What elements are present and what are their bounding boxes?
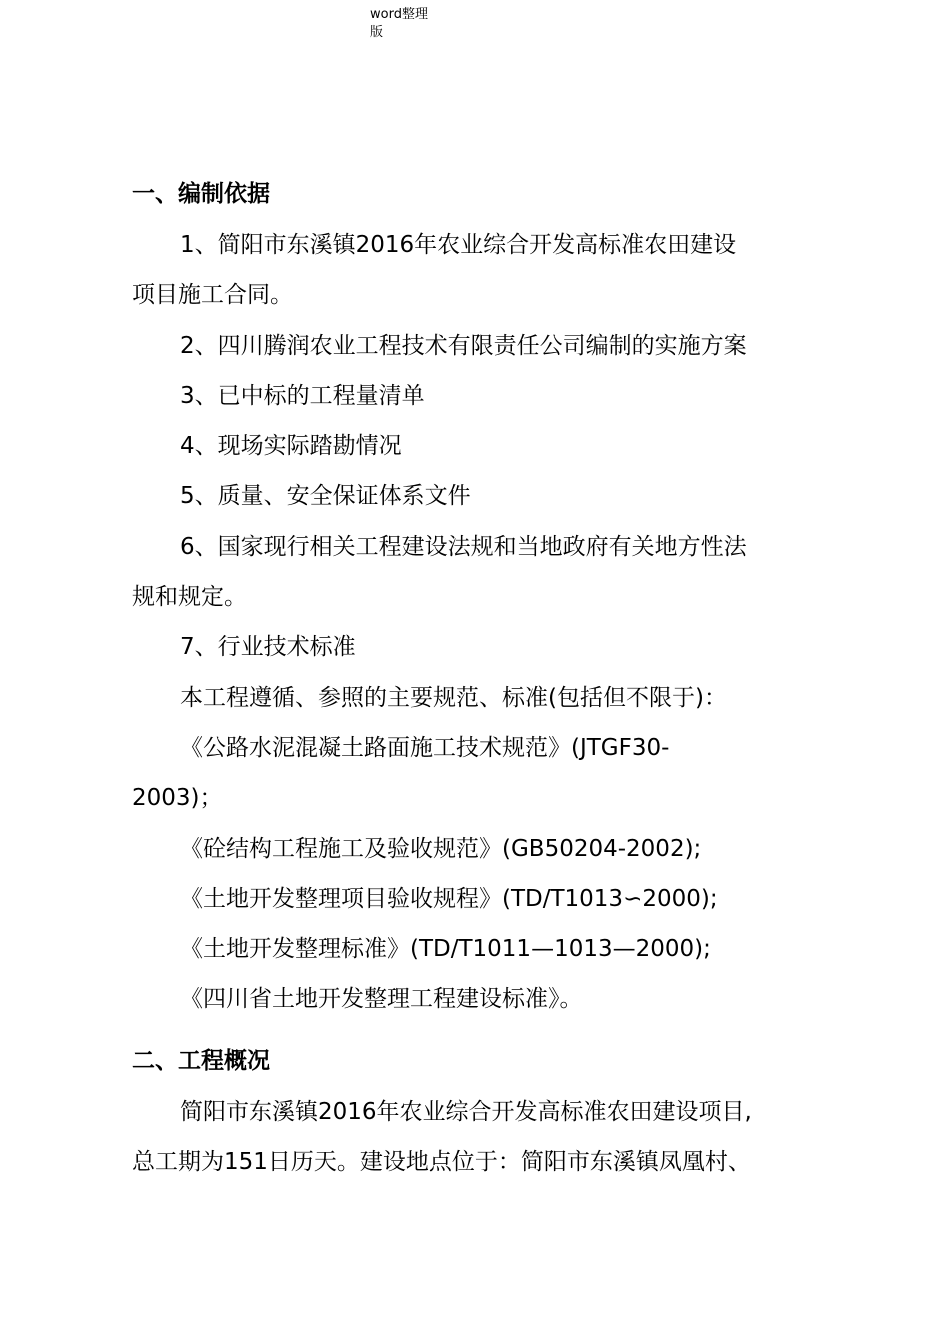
- paragraph-line: 《土地开发整理标准》(TD/T1011—1013—2000);: [180, 936, 711, 963]
- header-note-line: 版: [370, 25, 384, 40]
- paragraph-line: 本工程遵循、参照的主要规范、标准(包括但不限于)：: [180, 684, 727, 711]
- paragraph-line: 2003)；: [132, 785, 223, 812]
- header-note-line: word整理: [370, 7, 428, 22]
- paragraph-line: 简阳市东溪镇2016年农业综合开发高标准农田建设项目,: [180, 1098, 752, 1125]
- paragraph-line: 5、质量、安全保证体系文件: [180, 483, 471, 510]
- paragraph-line: 《砼结构工程施工及验收规范》(GB50204-2002);: [180, 835, 702, 862]
- paragraph-line: 2、四川腾润农业工程技术有限责任公司编制的实施方案: [180, 332, 747, 359]
- paragraph-line: 项目施工合同。: [132, 282, 293, 309]
- paragraph-line: 《公路水泥混凝土路面施工技术规范》(JTGF30-: [180, 734, 670, 761]
- section-content: [132, 1087, 822, 1188]
- paragraph-line: 6、国家现行相关工程建设法规和当地政府有关地方性法: [180, 533, 747, 560]
- header-note: [370, 6, 450, 42]
- paragraph-line: 总工期为151日历天。建设地点位于：简阳市东溪镇凤凰村、: [132, 1149, 751, 1176]
- paragraph-line: 1、简阳市东溪镇2016年农业综合开发高标准农田建设: [180, 232, 737, 258]
- section-content: [132, 220, 822, 1025]
- paragraph-line: 7、行业技术标准: [180, 634, 356, 661]
- section-heading: 一、编制依据: [132, 181, 270, 207]
- paragraph-line: 《四川省土地开发整理工程建设标准》。: [180, 986, 583, 1013]
- document-body: [132, 172, 822, 1187]
- paragraph-line: 规和规定。: [132, 584, 247, 611]
- paragraph-line: 《土地开发整理项目验收规程》(TD/T1013∽2000);: [180, 885, 718, 912]
- section-heading: 二、工程概况: [132, 1047, 270, 1074]
- paragraph-line: 4、现场实际踏勘情况: [180, 433, 402, 460]
- paragraph-line: 3、已中标的工程量清单: [180, 382, 425, 409]
